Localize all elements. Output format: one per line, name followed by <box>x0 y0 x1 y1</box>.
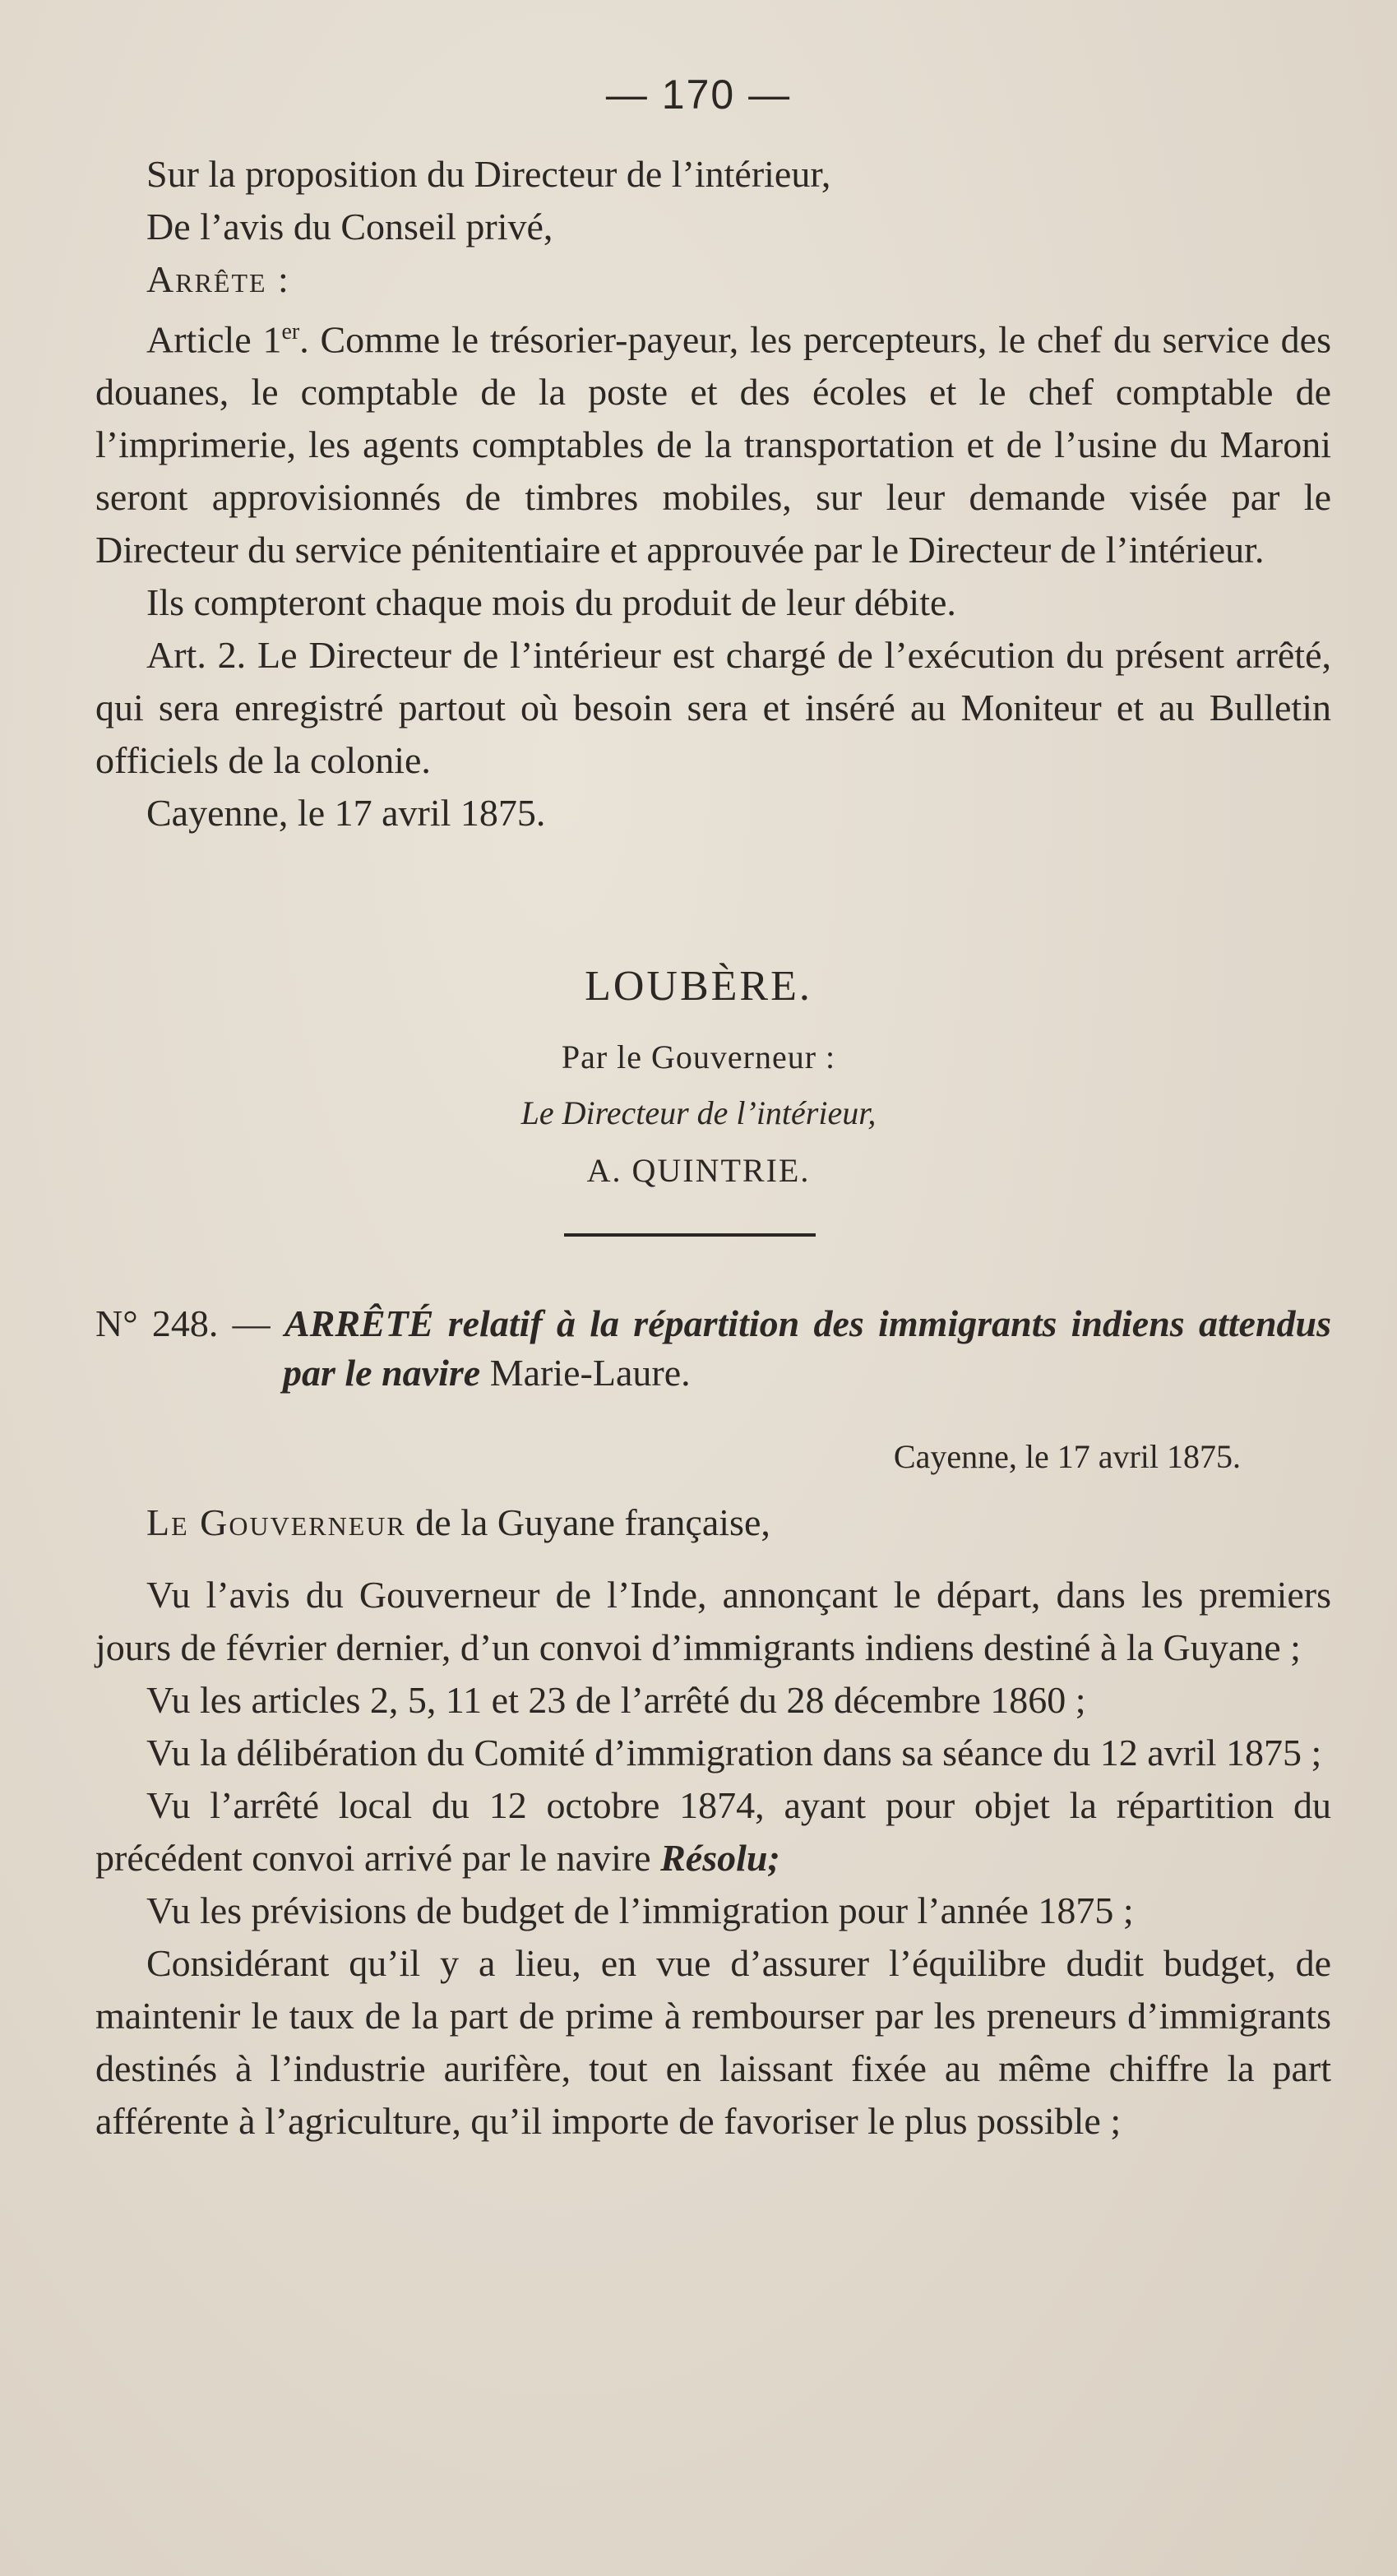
avis-line: De l’avis du Conseil privé, <box>146 206 553 247</box>
arrete-heading: Arrête : <box>146 258 290 300</box>
proposition-line: Sur la proposition du Directeur de l’intérieur, <box>146 153 831 195</box>
section-divider <box>564 1233 816 1237</box>
vu-arrete-local <box>95 1779 1331 1885</box>
article-1-text: . Comme le trésorier-payeur, les percepteurs, le chef du service des douanes, le comptable de la poste et des écoles et le chef comptable de l’imprimerie, les agents comptables de la transportation et de l’usine du Maroni seront approvisionnés de timbres mobiles, sur leur demande visée par le Directeur du service pénitentiaire et approuvée par le Directeur de l’intérieur. <box>95 318 1331 571</box>
ship-resolu: Résolu; <box>660 1837 780 1879</box>
signature-governor: LOUBÈRE. <box>585 963 812 1010</box>
article-1-superscript: er <box>281 319 300 345</box>
vu-articles: Vu les articles 2, 5, 11 et 23 de l’arrêté du 28 décembre 1860 ; <box>146 1679 1086 1721</box>
vu-deliberation: Vu la délibération du Comité d’immigration dans sa séance du 12 avril 1875 ; <box>146 1732 1322 1774</box>
directeur-name: A. QUINTRIE. <box>586 1152 811 1189</box>
article-1: Article 1er. Comme le trésorier-payeur, les percepteurs, le chef du service des douanes, le comptable de la poste et des écoles et le chef comptable de l’imprimerie, les agents comptables de la transportation et de l’usine du Maroni seront approvisionnés de timbres mobiles, sur leur demande visée par le Directeur du service pénitentiaire et approuvée par le Directeur de l’intérieur. <box>95 318 1331 571</box>
arrete-2-body <box>95 1496 1331 2148</box>
directeur-title: Le Directeur de l’intérieur, <box>520 1094 877 1131</box>
governor-line <box>95 1496 1331 1549</box>
page-number: — 170 — <box>605 72 792 118</box>
arrete-2-heading <box>95 1299 1331 1398</box>
arrete-1-body <box>95 148 1331 839</box>
place-date: Cayenne, le 17 avril 1875. <box>146 792 546 835</box>
article-2: Art. 2. Le Directeur de l’intérieur est chargé de l’exécution du présent arrêté, qui sera enregistré partout où besoin sera et inséré au Moniteur et au Bulletin officiels de la colonie. <box>95 634 1331 782</box>
arrete-2-number: N° 248. — <box>95 1302 271 1344</box>
par-le-gouverneur: Par le Gouverneur : <box>561 1038 836 1075</box>
governor-lead: Le Gouverneur <box>146 1501 406 1543</box>
arrete-2-ship: Marie-Laure. <box>489 1352 691 1394</box>
vu-avis: Vu l’avis du Gouverneur de l’Inde, annonçant le départ, dans les premiers jours de février dernier, d’un convoi d’immigrants indiens destiné à la Guyane ; <box>95 1574 1331 1668</box>
arrete-2-title: ARRÊTÉ relatif à la répartition des immigrants indiens attendus par le navire <box>283 1302 1332 1394</box>
arrete-2-date: Cayenne, le 17 avril 1875. <box>893 1438 1241 1475</box>
governor-rest: de la Guyane française, <box>415 1501 770 1543</box>
vu-arrete-local-text: Vu l’arrêté local du 12 octobre 1874, ayant pour objet la répartition du précédent convoi arrivé par le navire <box>95 1784 1331 1879</box>
considerant: Considérant qu’il y a lieu, en vue d’assurer l’équilibre dudit budget, de maintenir le taux de la part de prime à rembourser par les preneurs d’immigrants destinés à l’industrie aurifère, tout en laissant fixée au même chiffre la part afférente à l’agriculture, qu’il importe de favoriser le plus possible ; <box>95 1942 1331 2142</box>
article-1-complement: Ils compteront chaque mois du produit de leur débite. <box>146 581 956 624</box>
vu-previsions: Vu les prévisions de budget de l’immigration pour l’année 1875 ; <box>146 1889 1134 1931</box>
